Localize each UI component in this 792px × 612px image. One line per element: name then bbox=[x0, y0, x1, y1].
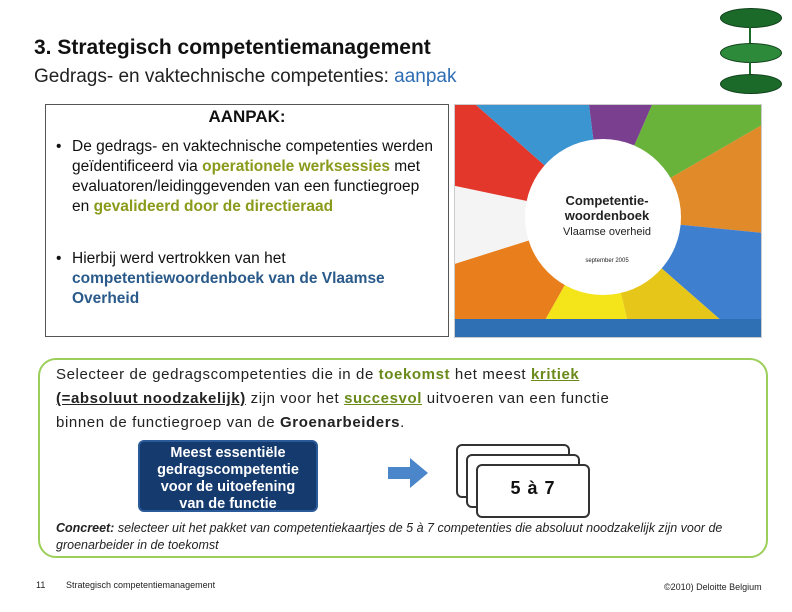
process-flow-diagram bbox=[720, 4, 780, 96]
question-line-2 bbox=[56, 390, 609, 407]
q1-part-d: kritiek bbox=[530, 366, 580, 383]
q2-part-b: zijn voor het bbox=[245, 390, 345, 407]
cards-count-label: 5 à 7 bbox=[510, 478, 556, 498]
right-arrow-icon bbox=[388, 458, 428, 488]
page-title: 3. Strategisch competentiemanagement bbox=[34, 36, 431, 59]
box-line-3: voor de uitoefening bbox=[160, 479, 296, 495]
q2-part-a: (=absoluut noodzakelijk) bbox=[56, 390, 246, 407]
q3-part-a: binnen de functiegroep van de bbox=[56, 414, 280, 431]
wheel-date: september 2005 bbox=[585, 258, 629, 264]
bullet-dot: • bbox=[56, 250, 62, 267]
bullet-1-text bbox=[72, 137, 440, 217]
box-line-4: van de functie bbox=[179, 496, 277, 512]
wheel-subtitle: Vlaamse overheid bbox=[562, 226, 652, 238]
competency-card-front bbox=[476, 464, 590, 518]
q1-part-b: toekomst bbox=[378, 366, 451, 383]
wheel-center-title bbox=[557, 193, 657, 269]
flow-connector bbox=[749, 62, 751, 74]
essential-competency-box bbox=[138, 440, 318, 512]
aanpak-box bbox=[45, 104, 449, 337]
page-subtitle bbox=[34, 66, 456, 88]
bullet-1-part-2: met evaluatoren/leidinggevenden van een functiegroep en bbox=[72, 158, 421, 215]
subtitle-prefix: Gedrags- en vaktechnische competenties: bbox=[34, 66, 395, 87]
concreet-label: Concreet: bbox=[56, 521, 115, 535]
selection-panel bbox=[38, 358, 768, 558]
question-line-1 bbox=[56, 366, 579, 383]
wheel-title-line-1: Competentie- bbox=[565, 193, 649, 208]
subtitle-accent: aanpak bbox=[394, 66, 457, 87]
aanpak-heading: AANPAK: bbox=[208, 107, 286, 126]
box-line-1: Meest essentiële bbox=[170, 445, 286, 461]
q3-part-c: . bbox=[400, 414, 405, 431]
q3-part-b: Groenarbeiders bbox=[280, 414, 401, 431]
page-number: 11 bbox=[36, 580, 46, 590]
box-line-2: gedragscompetentie bbox=[157, 462, 299, 478]
bullet-2-text bbox=[72, 249, 440, 309]
bullet-2-highlight: competentiewoordenboek van de Vlaamse Overheid bbox=[72, 270, 385, 307]
q2-part-d: uitvoeren van een functie bbox=[422, 390, 610, 407]
aanpak-bullet-2 bbox=[56, 249, 440, 309]
aanpak-bullet-1 bbox=[56, 137, 440, 217]
q1-part-c: het meest bbox=[450, 366, 531, 383]
q1-part-a: Selecteer de gedragscompetenties die in de bbox=[56, 366, 379, 383]
wheel-title-line-2: woordenboek bbox=[564, 208, 650, 223]
bullet-1-part-1: De gedrags- en vaktechnische competenties werden geïdentificeerd via bbox=[72, 138, 434, 175]
competency-wheel-image bbox=[454, 104, 762, 338]
concreet-text: selecteer uit het pakket van competentiekaartjes de 5 à 7 competenties die absoluut noodzakelijk zijn voor de groenarbeider in de toekomst bbox=[56, 521, 723, 552]
q2-part-c: succesvol bbox=[344, 390, 423, 407]
concreet-note bbox=[56, 520, 756, 554]
flow-connector bbox=[749, 27, 751, 43]
footer-section: Strategisch competentiemanagement bbox=[66, 580, 216, 590]
bullet-1-highlight-1: operationele werksessies bbox=[202, 158, 390, 175]
bullet-dot: • bbox=[56, 138, 62, 155]
flow-node-2 bbox=[720, 43, 782, 63]
bullet-2-part-1: Hierbij werd vertrokken van het bbox=[72, 250, 286, 267]
bullet-1-highlight-2: gevalideerd door de directieraad bbox=[93, 198, 334, 215]
footer-copyright: ©2010) Deloitte Belgium bbox=[664, 582, 762, 592]
flow-node-1 bbox=[720, 8, 782, 28]
question-line-3 bbox=[56, 414, 405, 431]
flow-node-3 bbox=[720, 74, 782, 94]
